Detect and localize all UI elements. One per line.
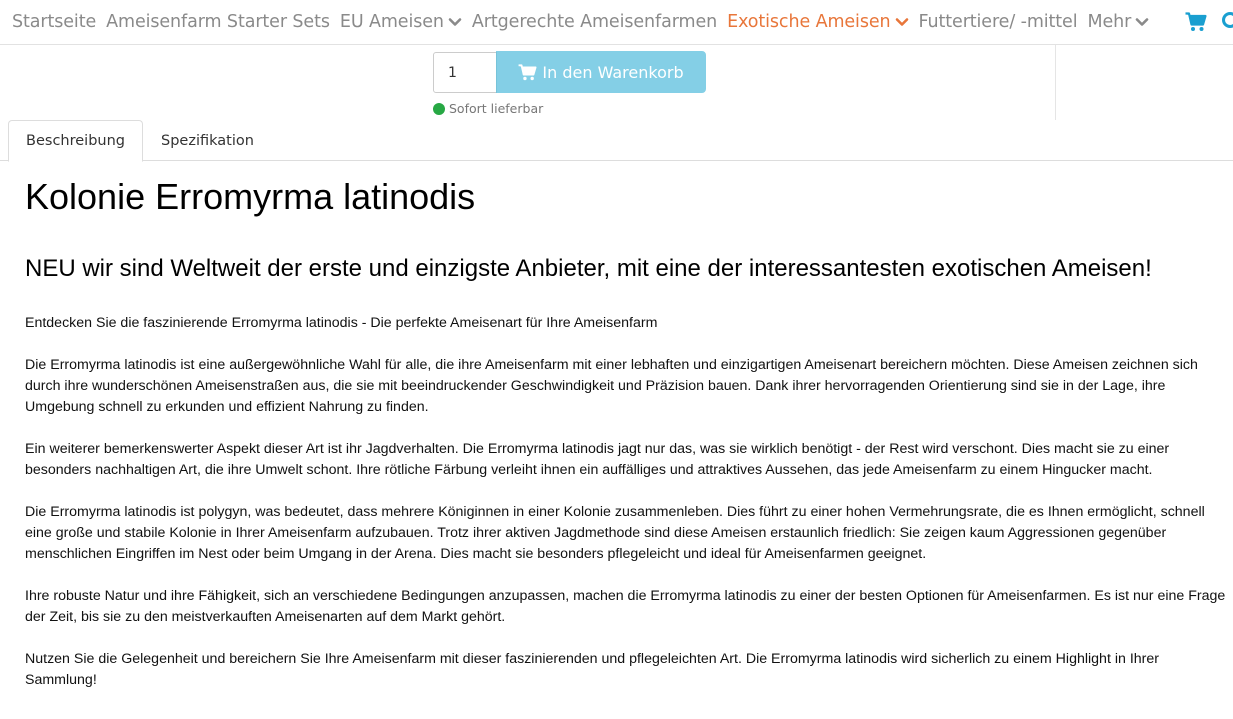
add-to-cart-label: In den Warenkorb xyxy=(542,62,684,82)
nav-item-futtertiere[interactable] xyxy=(919,12,1078,32)
description-paragraph: Die Erromyrma latinodis ist eine außergewöhnliche Wahl für alle, die ihre Ameisenfarm mit einer lebhaften und einzigartigen Ameisenart bereichern möchten. Diese Ameisen zeichnen sich durch ihre wunderschönen Ameisenstraßen aus, die sie mit beeindruckender Geschwindigkeit und Präzision bauen. Dank ihrer hervorragenden Orientierung sind sie in der Lage, ihre Umgebung schnell zu erkunden und effizient Nahrung zu finden. xyxy=(25,357,1198,415)
stock-status-label: Sofort lieferbar xyxy=(449,101,544,116)
product-title: Kolonie Erromyrma latinodis xyxy=(25,176,476,217)
description-paragraph: Ein weiterer bemerkenswerter Aspekt dieser Art ist ihr Jagdverhalten. Die Erromyrma latinodis jagt nur das, was sie wirklich benötigt - der Rest wird verschont. Dies macht sie zu einer besonders nachhaltigen Art, die ihre Umwelt schont. Ihre rötliche Färbung verleiht ihnen ein auffälliges und attraktives Aussehen, das jede Ameisenfarm zu einem Hingucker macht. xyxy=(25,441,1170,478)
search-icon[interactable] xyxy=(1221,11,1233,33)
chevron-down-icon xyxy=(895,15,909,29)
quantity-input[interactable] xyxy=(433,52,497,93)
nav-label: Artgerechte Ameisenfarmen xyxy=(471,12,718,32)
stock-indicator-icon xyxy=(433,103,445,115)
product-description xyxy=(25,161,1233,691)
nav-label: Startseite xyxy=(12,12,97,32)
nav-item-exotische-ameisen[interactable] xyxy=(727,12,908,32)
nav-item-artgerechte-ameisenfarmen[interactable] xyxy=(472,12,717,32)
cart-icon xyxy=(518,64,537,81)
nav-item-mehr[interactable] xyxy=(1088,12,1150,32)
nav-item-eu-ameisen[interactable] xyxy=(340,12,462,32)
nav-label: Mehr xyxy=(1087,12,1132,32)
nav-label: Futtertiere/ -mittel xyxy=(918,12,1078,32)
description-paragraph: Nutzen Sie die Gelegenheit und bereichern Sie Ihre Ameisenfarm mit dieser faszinierenden und pflegeleichten Art. Die Erromyrma latinodis wird sicherlich zu einem Highlight in Ihrer Sammlung! xyxy=(25,651,1159,688)
nav-label: Exotische Ameisen xyxy=(727,12,891,32)
chevron-down-icon xyxy=(1135,15,1149,29)
tab-spezifikation[interactable] xyxy=(143,120,272,161)
sidebar-divider xyxy=(1055,45,1056,120)
stock-status xyxy=(433,101,543,116)
tab-label: Spezifikation xyxy=(161,132,254,149)
nav-label: Ameisenfarm Starter Sets xyxy=(106,12,330,32)
nav-label: EU Ameisen xyxy=(339,12,444,32)
nav-item-starter-sets[interactable] xyxy=(106,12,330,32)
description-paragraph: Entdecken Sie die faszinierende Erromyrma latinodis - Die perfekte Ameisenart für Ihre Ameisenfarm xyxy=(25,315,658,331)
tab-beschreibung[interactable] xyxy=(8,120,143,162)
chevron-down-icon xyxy=(448,15,462,29)
cart-icon[interactable] xyxy=(1185,12,1207,32)
main-navigation xyxy=(0,0,1233,45)
tab-label: Beschreibung xyxy=(26,133,125,149)
add-to-cart-button[interactable] xyxy=(496,51,706,93)
nav-item-startseite[interactable] xyxy=(12,12,96,32)
description-paragraph: Ihre robuste Natur und ihre Fähigkeit, sich an verschiedene Bedingungen anzupassen, machen die Erromyrma latinodis zu einer der besten Optionen für Ameisenfarmen. Es ist nur eine Frage der Zeit, bis sie zu den meistverkauften Ameisenarten auf dem Markt gehört. xyxy=(25,588,1226,625)
product-tabs xyxy=(0,120,1233,161)
description-paragraph: Die Erromyrma latinodis ist polygyn, was bedeutet, dass mehrere Königinnen in einer Kolonie zusammenleben. Dies führt zu einer hohen Vermehrungsrate, die es Ihnen ermöglicht, schnell eine große und stabile Kolonie in Ihrer Ameisenfarm aufzubauen. Trotz ihrer aktiven Jagdmethode sind diese Ameisen erstaunlich friedlich: Sie zeigen kaum Aggressionen gegenüber menschlichen Eingriffen im Nest oder beim Umgang in der Arena. Dies macht sie besonders pflegeleicht und ideal für Ameisenfarmen geeignet. xyxy=(25,504,1205,562)
product-subheading: NEU wir sind Weltweit der erste und einzigste Anbieter, mit eine der interessantesten exotischen Ameisen! xyxy=(25,255,1152,282)
